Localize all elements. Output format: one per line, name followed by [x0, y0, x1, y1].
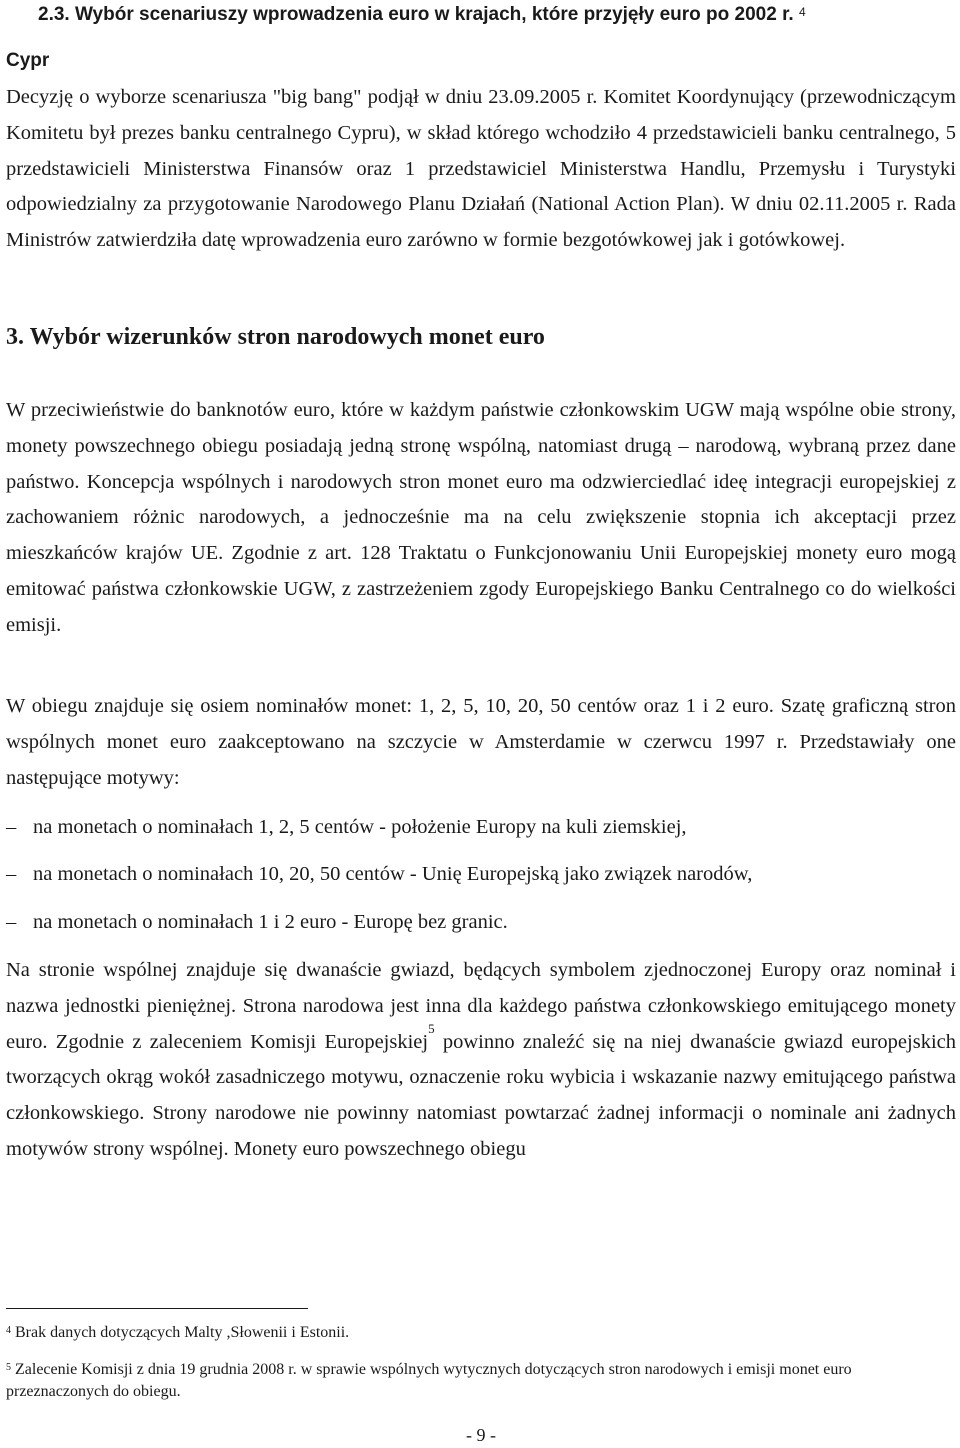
list-item-text: na monetach o nominałach 1, 2, 5 centów - położenie Europy na kuli ziemskiej,: [33, 816, 687, 838]
paragraph-2: W obiegu znajduje się osiem nominałów monet: 1, 2, 5, 10, 20, 50 centów oraz 1 i 2 euro. Szatę graficzną stron wspólnych monet euro zaakceptowano na szczycie w Amsterdamie w czerwcu 1997 r. Przedstawiały one następujące motywy:: [6, 695, 956, 789]
paragraph-3: [6, 953, 956, 1168]
list-item-text: na monetach o nominałach 10, 20, 50 centów - Unię Europejską jako związek narodów,: [33, 863, 753, 885]
list-item: [6, 907, 956, 937]
paragraph-3-text: Na stronie wspólnej znajduje się dwanaście gwiazd, będących symbolem zjednoczonej Europy oraz nominał i nazwa jednostki pieniężnej. Strona narodowa jest inna dla każdego państwa członkowskiego emitującego monety euro. Zgodnie z zaleceniem Komisji Europejskiej: [6, 959, 956, 1053]
footnote-text: Brak danych dotyczących Malty ,Słowenii i Estonii.: [11, 1324, 350, 1341]
list-marker: –: [6, 911, 17, 933]
list-item: [6, 859, 956, 889]
footnote-number: 5: [6, 1362, 11, 1373]
paragraph-1: W przeciwieństwie do banknotów euro, które w każdym państwie członkowskim UGW mają wspólne obie strony, monety powszechnego obiegu posiadają jedną stronę wspólną, natomiast drugą – narodową, wybraną przez dane państwo. Koncepcja wspólnych i narodowych stron monet euro ma odzwierciedlać ideę integracji europejskiej z zachowaniem różnic narodowych, a jednocześnie ma na celu zwiększenie stopnia ich akceptacji przez mieszkańców krajów UE. Zgodnie z art. 128 Traktatu o Funkcjonowaniu Unii Europejskiej monety euro mogą emitować państwa członkowskie UGW, z zastrzeżeniem zgody Europejskiego Banku Centralnego co do wielkości emisji.: [6, 399, 956, 636]
page-title: 3. Wybór wizerunków stron narodowych monet euro: [6, 324, 545, 350]
section-subheading-text: 2.3. Wybór scenariuszy wprowadzenia euro w krajach, które przyjęły euro po 2002 r.: [38, 4, 794, 25]
footnote: [6, 1322, 956, 1344]
footnote-separator: [6, 1308, 308, 1309]
footnote-ref-4[interactable]: 4: [799, 5, 806, 19]
page-number: - 9 -: [466, 1425, 496, 1445]
footnote-text: Zalecenie Komisji z dnia 19 grudnia 2008 r. w sprawie wspólnych wytycznych dotyczących stron narodowych i emisji monet euro przeznaczonych do obiegu.: [6, 1361, 852, 1400]
country-heading: Cypr: [6, 50, 50, 71]
country-paragraph: Decyzję o wyborze scenariusza "big bang" podjął w dniu 23.09.2005 r. Komitet Koordynujący (przewodniczącym Komitetu był prezes banku centralnego Cypru), w skład którego wchodziło 4 przedstawicieli banku centralnego, 5 przedstawicieli Ministerstwa Finansów oraz 1 przedstawiciel Ministerstwa Handlu, Przemysłu i Turystyki odpowiedzialny za przygotowanie Narodowego Planu Działań (National Action Plan). W dniu 02.11.2005 r. Rada Ministrów zatwierdziła datę wprowadzenia euro zarówno w formie bezgotówkowej jak i gotówkowej.: [6, 86, 956, 252]
list-marker: –: [6, 816, 17, 838]
paragraph-3-text-continued: powinno znaleźć się na niej dwanaście gwiazd europejskich tworzących okrąg wokół zasadniczego motywu, oznaczenie roku wybicia i wskazanie nazwy emitującego państwa członkowskiego. Strony narodowe nie powinny natomiast powtarzać żadnej informacji o nominale ani żadnych motywów strony wspólnej. Monety euro powszechnego obiegu: [6, 1030, 956, 1160]
footnote: [6, 1359, 956, 1403]
footnote-ref-5[interactable]: 5: [428, 1020, 435, 1036]
list-item: [6, 812, 956, 842]
document-page: [6, 0, 956, 1448]
section-subheading: [38, 2, 806, 28]
footnote-number: 4: [6, 1325, 11, 1336]
list-item-text: na monetach o nominałach 1 i 2 euro - Europę bez granic.: [33, 911, 508, 933]
list-marker: –: [6, 863, 17, 885]
